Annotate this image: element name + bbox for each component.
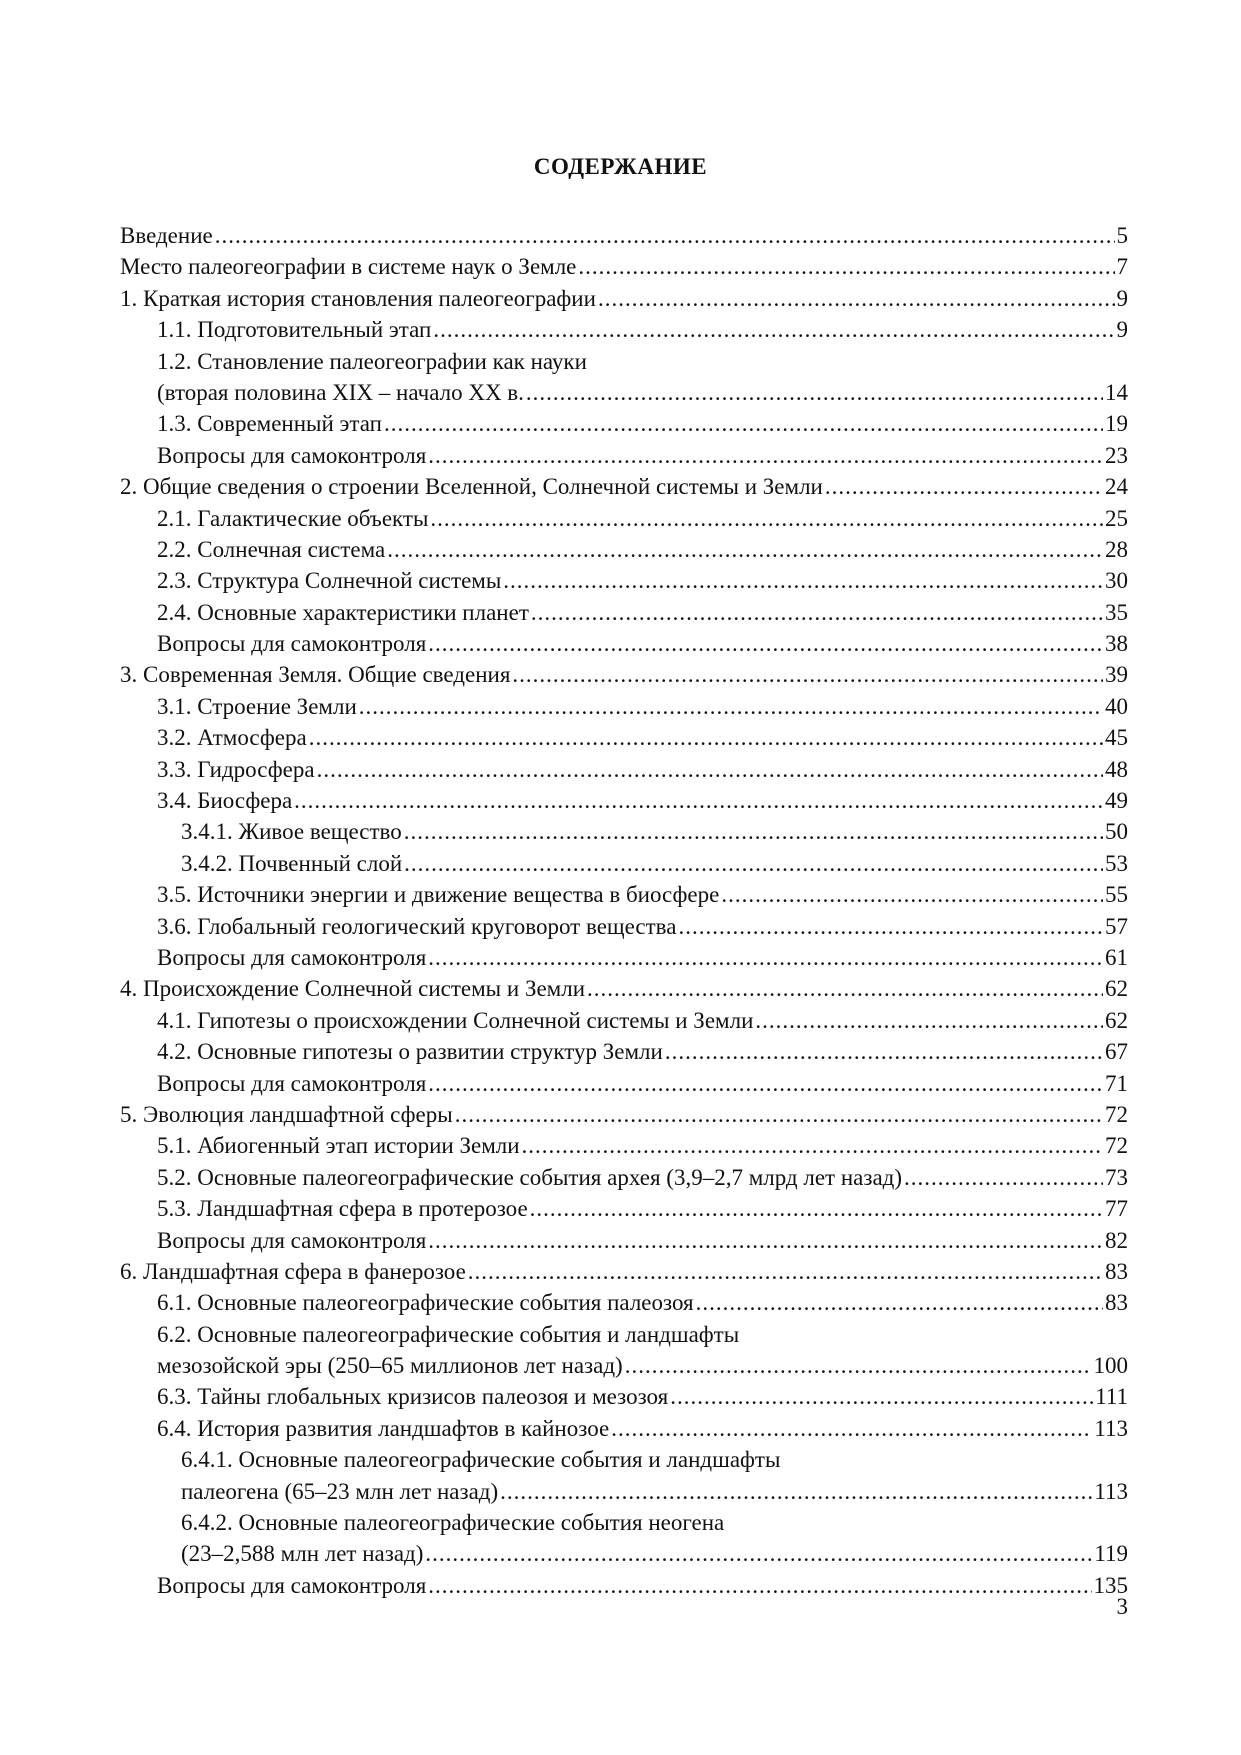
toc-dot-leader: [578, 251, 1114, 282]
toc-entry-page: 113: [1094, 1415, 1128, 1441]
toc-dot-leader: [428, 1068, 1103, 1099]
toc-entry-title: Вопросы для самоконтроля: [157, 1572, 427, 1598]
toc-entry: [120, 1476, 1128, 1507]
toc-dot-leader: [512, 659, 1103, 690]
toc-entry-page: 72: [1105, 1133, 1128, 1159]
page-title: СОДЕРЖАНИЕ: [533, 154, 708, 179]
toc-entry-page: 119: [1094, 1541, 1128, 1567]
toc-entry-title: 3.6. Глобальный геологический круговорот вещества: [157, 913, 677, 939]
toc-entry-page: 19: [1105, 411, 1128, 437]
toc-dot-leader: [215, 220, 1115, 251]
toc-entry-title: Вопросы для самоконтроля: [157, 1070, 427, 1096]
toc-entry-page: 111: [1095, 1384, 1128, 1410]
toc-entry-title: 2.2. Солнечная система: [157, 536, 386, 562]
toc-entry-title: 3.2. Атмосфера: [157, 725, 307, 751]
toc-entry-page: 40: [1105, 693, 1128, 719]
toc-entry-title: 6.1. Основные палеогеографические события палеозоя: [157, 1290, 694, 1316]
toc-entry-page: 71: [1105, 1070, 1128, 1096]
toc-dot-leader: [721, 879, 1103, 910]
toc-dot-leader: [522, 1130, 1103, 1161]
toc-entry-title: Место палеогеографии в системе наук о Земле: [120, 254, 577, 280]
toc-dot-leader: [384, 408, 1103, 439]
toc-dot-leader: [428, 942, 1103, 973]
toc-entry-page: 55: [1105, 882, 1128, 908]
toc-entry: [120, 220, 1128, 251]
toc-entry-page: 39: [1105, 662, 1128, 688]
toc-entry-title: 5.2. Основные палеогеографические события архея (3,9–2,7 млрд лет назад): [157, 1164, 903, 1190]
toc-entry-title: 6.4.1. Основные палеогеографические события и ландшафты: [181, 1447, 781, 1473]
toc-entry-page: 100: [1093, 1353, 1128, 1379]
toc-entry: [120, 1005, 1128, 1036]
toc-dot-leader: [387, 534, 1103, 565]
toc-entry-title: 6.3. Тайны глобальных кризисов палеозоя и мезозоя: [157, 1384, 669, 1410]
toc-entry: [120, 440, 1128, 471]
toc-entry-title: палеогена (65–23 млн лет назад): [181, 1478, 499, 1504]
toc-entry: [120, 1413, 1128, 1444]
toc-entry-page: 77: [1105, 1196, 1128, 1222]
toc-entry-title: Вопросы для самоконтроля: [157, 631, 427, 657]
toc-entry-page: 57: [1105, 913, 1128, 939]
toc-entry-page: 72: [1105, 1101, 1128, 1127]
toc-dot-leader: [904, 1162, 1103, 1193]
toc-entry-title: Вопросы для самоконтроля: [157, 1227, 427, 1253]
toc-entry-title: 4.2. Основные гипотезы о развитии структур Земли: [157, 1039, 663, 1065]
toc-dot-leader: [309, 722, 1103, 753]
toc-entry-title: 2. Общие сведения о строении Вселенной, Солнечной системы и Земли: [120, 474, 823, 500]
toc-entry: [120, 942, 1128, 973]
toc-entry-title: 6.4.2. Основные палеогеографические события неогена: [181, 1510, 725, 1536]
toc-entry: [120, 973, 1128, 1004]
toc-entry-title: 3. Современная Земля. Общие сведения: [120, 662, 511, 688]
toc-entry: [120, 911, 1128, 942]
toc-dot-leader: [433, 314, 1114, 345]
toc-entry-title: 3.1. Строение Земли: [157, 693, 357, 719]
toc-dot-leader: [670, 1381, 1093, 1412]
toc-entry-title: 3.3. Гидросфера: [157, 756, 315, 782]
toc-entry-page: 62: [1105, 1007, 1128, 1033]
toc-entry-title: 5. Эволюция ландшафтной сферы: [120, 1101, 453, 1127]
toc-entry: [120, 1507, 1128, 1538]
toc-entry-title: 5.3. Ландшафтная сфера в протерозое: [157, 1196, 528, 1222]
toc-dot-leader: [455, 1099, 1103, 1130]
toc-dot-leader: [611, 1413, 1092, 1444]
toc-entry-title: Вопросы для самоконтроля: [157, 944, 427, 970]
toc-dot-leader: [530, 1193, 1103, 1224]
toc-entry-page: 48: [1105, 756, 1128, 782]
toc-dot-leader: [428, 1570, 1091, 1601]
toc-dot-leader: [430, 503, 1103, 534]
toc-entry-page: 28: [1105, 536, 1128, 562]
toc-entry-title: 3.4.2. Почвенный слой: [181, 850, 403, 876]
toc-entry: [120, 1256, 1128, 1287]
toc-entry-title: 6. Ландшафтная сфера в фанерозое: [120, 1258, 466, 1284]
toc-dot-leader: [598, 283, 1115, 314]
toc-entry: [120, 283, 1128, 314]
toc-entry: [120, 251, 1128, 282]
toc-entry: [120, 659, 1128, 690]
toc-entry-title: 3.4. Биосфера: [157, 788, 293, 814]
toc-entry: [120, 1287, 1128, 1318]
toc-entry: [120, 848, 1128, 879]
toc-entry-page: 9: [1116, 317, 1128, 343]
toc-dot-leader: [468, 1256, 1103, 1287]
toc-dot-leader: [500, 1476, 1092, 1507]
toc-entry: [120, 1130, 1128, 1161]
toc-entry: [120, 628, 1128, 659]
toc-entry: [120, 722, 1128, 753]
toc-entry-title: мезозойской эры (250–65 миллионов лет назад): [157, 1353, 623, 1379]
toc-entry-title: 2.4. Основные характеристики планет: [157, 599, 529, 625]
toc-dot-leader: [428, 628, 1103, 659]
toc-entry-page: 23: [1105, 442, 1128, 468]
toc-entry: [120, 534, 1128, 565]
toc-entry-page: 50: [1105, 819, 1128, 845]
toc-entry-title: 3.5. Источники энергии и движение вещества в биосфере: [157, 882, 720, 908]
toc-dot-leader: [587, 973, 1103, 1004]
toc-entry-page: 49: [1105, 788, 1128, 814]
toc-dot-leader: [404, 816, 1103, 847]
toc-entry-title: (23–2,588 млн лет назад): [181, 1541, 424, 1567]
toc-entry: [120, 1538, 1128, 1569]
toc-entry-page: 24: [1105, 474, 1128, 500]
toc-entry-page: 38: [1105, 631, 1128, 657]
toc-dot-leader: [428, 440, 1103, 471]
toc-entry-page: 5: [1116, 223, 1128, 248]
toc-entry: [120, 1444, 1128, 1475]
toc-entry: [120, 314, 1128, 345]
toc-entry: [120, 377, 1128, 408]
toc-entry: [120, 1350, 1128, 1381]
toc-entry-page: 9: [1116, 285, 1128, 311]
toc-entry: [120, 879, 1128, 910]
toc-entry-page: 25: [1105, 505, 1128, 531]
toc-dot-leader: [317, 754, 1103, 785]
toc-entry-page: 82: [1105, 1227, 1128, 1253]
page-number: 3: [1116, 1594, 1128, 1619]
toc-entry-page: 113: [1094, 1478, 1128, 1504]
toc-entry-title: Вопросы для самоконтроля: [157, 442, 427, 468]
toc-entry: [120, 1068, 1128, 1099]
toc-dot-leader: [665, 1036, 1103, 1067]
toc-entry-title: 5.1. Абиогенный этап истории Земли: [157, 1133, 520, 1159]
toc-entry: [120, 1099, 1128, 1130]
toc-entry-page: 14: [1105, 379, 1128, 405]
toc-dot-leader: [531, 597, 1103, 628]
toc-entry-title: 1. Краткая история становления палеогеографии: [120, 285, 596, 311]
toc-entry-page: 83: [1105, 1290, 1128, 1316]
toc-entry-page: 62: [1105, 976, 1128, 1002]
toc-entry-page: 35: [1105, 599, 1128, 625]
toc-entry: [120, 1193, 1128, 1224]
toc-dot-leader: [428, 1225, 1103, 1256]
toc-entry-page: 30: [1105, 568, 1128, 594]
toc-entry-title: (вторая половина XIX – начало XX в.: [157, 379, 524, 405]
toc-entry-page: 7: [1116, 254, 1128, 280]
toc-entry-title: 4. Происхождение Солнечной системы и Земли: [120, 976, 586, 1002]
toc-entry: [120, 785, 1128, 816]
toc-entry: [120, 816, 1128, 847]
toc-entry-title: 2.3. Структура Солнечной системы: [157, 568, 502, 594]
toc-entry-page: 83: [1105, 1258, 1128, 1284]
toc-entry: [120, 565, 1128, 596]
toc-entry: [120, 1319, 1128, 1350]
toc-dot-leader: [825, 471, 1103, 502]
toc-entry-title: 1.2. Становление палеогеографии как науки: [157, 348, 587, 374]
toc-dot-leader: [526, 377, 1103, 408]
toc-entry: [120, 691, 1128, 722]
toc-entry-page: 45: [1105, 725, 1128, 751]
toc-dot-leader: [359, 691, 1103, 722]
toc-entry: [120, 346, 1128, 377]
toc-entry-page: 61: [1105, 944, 1128, 970]
toc-entry-title: 6.4. История развития ландшафтов в кайнозое: [157, 1415, 610, 1441]
toc-entry: [120, 471, 1128, 502]
toc-entry: [120, 1225, 1128, 1256]
toc-dot-leader: [503, 565, 1103, 596]
toc-entry: [120, 408, 1128, 439]
toc-entry-title: 3.4.1. Живое вещество: [181, 819, 402, 845]
toc-entry-title: 4.1. Гипотезы о происхождении Солнечной системы и Земли: [157, 1007, 754, 1033]
toc-dot-leader: [755, 1005, 1103, 1036]
toc-entry-title: 2.1. Галактические объекты: [157, 505, 429, 531]
toc-entry: [120, 1162, 1128, 1193]
toc-entry: [120, 597, 1128, 628]
table-of-contents: [120, 220, 1128, 1601]
toc-entry-title: 6.2. Основные палеогеографические события и ландшафты: [157, 1321, 740, 1347]
toc-dot-leader: [696, 1287, 1103, 1318]
toc-entry: [120, 754, 1128, 785]
toc-entry-title: 1.1. Подготовительный этап: [157, 317, 432, 343]
toc-entry-page: 67: [1105, 1039, 1128, 1065]
toc-dot-leader: [294, 785, 1103, 816]
toc-entry: [120, 1570, 1128, 1601]
toc-entry-page: 73: [1105, 1164, 1128, 1190]
toc-entry-title: 1.3. Современный этап: [157, 411, 382, 437]
toc-entry: [120, 1036, 1128, 1067]
toc-entry: [120, 1381, 1128, 1412]
toc-dot-leader: [678, 911, 1103, 942]
toc-dot-leader: [404, 848, 1103, 879]
toc-dot-leader: [425, 1538, 1092, 1569]
toc-entry-page: 135: [1093, 1572, 1128, 1598]
toc-entry-page: 53: [1105, 850, 1128, 876]
toc-entry: [120, 503, 1128, 534]
toc-entry-title: Введение: [120, 223, 213, 248]
toc-dot-leader: [625, 1350, 1092, 1381]
